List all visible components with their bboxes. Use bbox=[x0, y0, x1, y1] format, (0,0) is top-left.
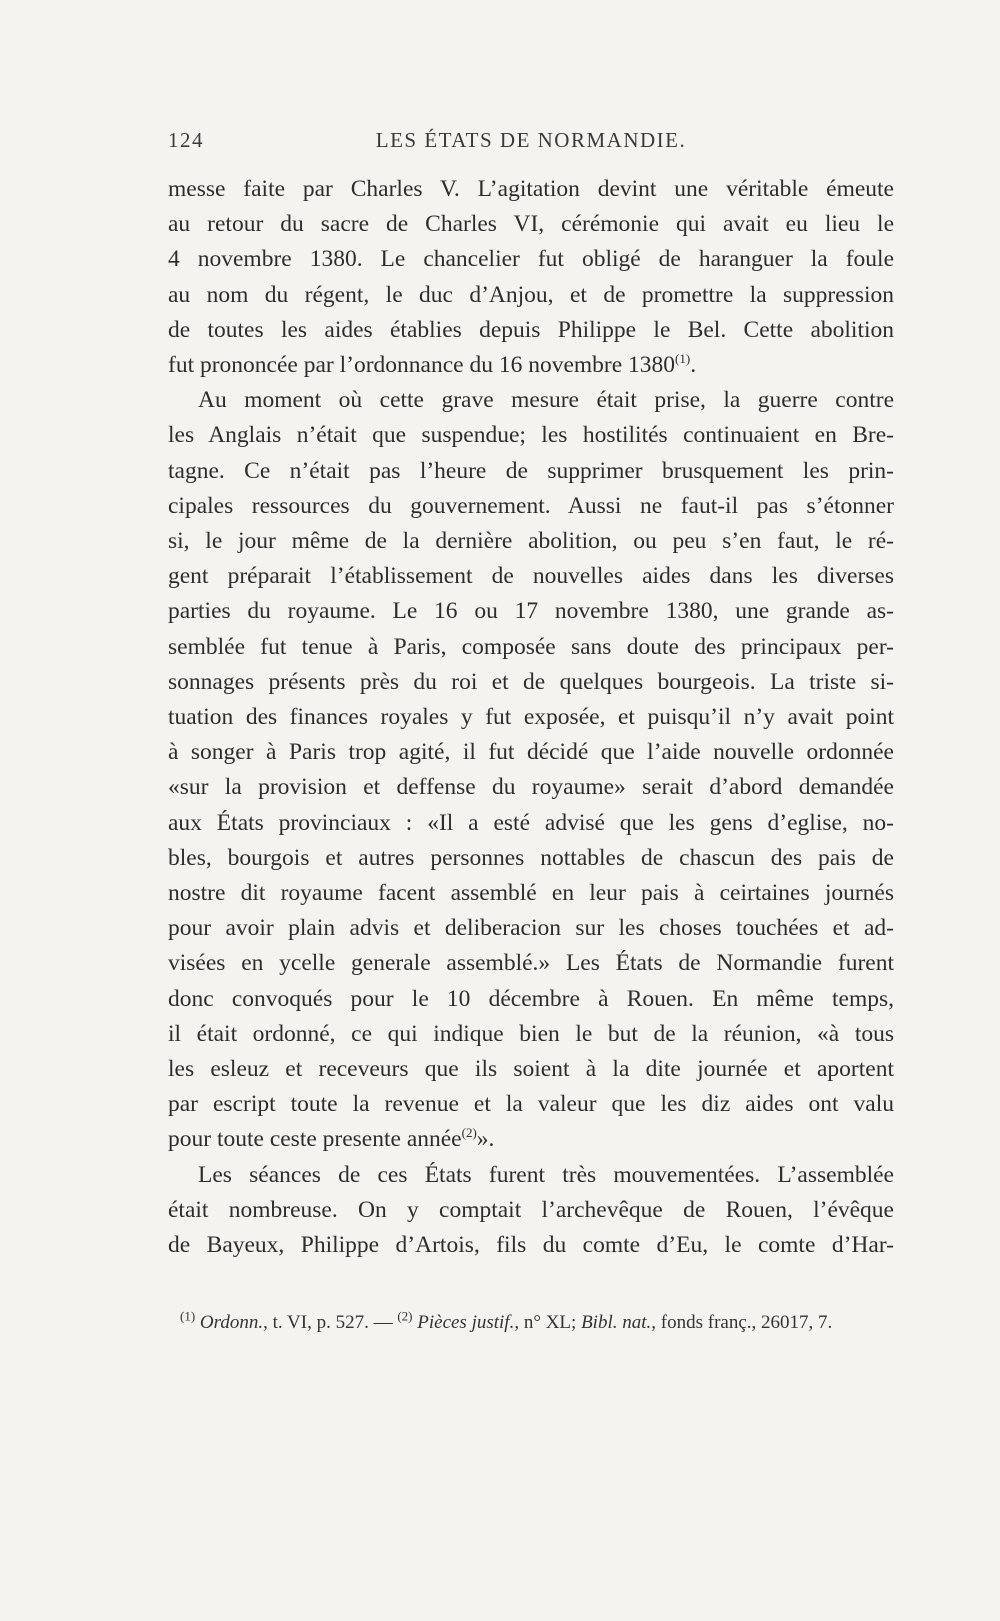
text-line bbox=[168, 348, 894, 383]
footnote-mark-2: (2) bbox=[397, 1308, 413, 1324]
running-head bbox=[168, 128, 894, 158]
text-line: sonnages présents près du roi et de quelques bourgeois. La triste si- bbox=[168, 668, 894, 695]
text-fragment: pour toute ceste presente année bbox=[168, 1126, 462, 1153]
footnote-mark-1: (1) bbox=[180, 1308, 196, 1324]
footnote-source-1: Ordonn. bbox=[199, 1312, 264, 1333]
text-line: les esleuz et receveurs que ils soient à la dite journée et aportent bbox=[168, 1056, 894, 1083]
body-text bbox=[168, 172, 894, 1263]
text-line: donc convoqués pour le 10 décembre à Rouen. En même temps, bbox=[168, 985, 894, 1012]
text-line: de Bayeux, Philippe d’Artois, fils du comte d’Eu, le comte d’Har- bbox=[168, 1232, 894, 1259]
text-line: visées en ycelle generale assemblé.» Les États de Normandie furent bbox=[168, 950, 894, 977]
text-line: aux États provinciaux : «Il a esté advisé que les gens d’eglise, no- bbox=[168, 809, 894, 836]
text-line: 4 novembre 1380. Le chancelier fut obligé de haranguer la foule bbox=[168, 246, 894, 273]
text-fragment: ». bbox=[476, 1126, 495, 1153]
text-line: Les séances de ces États furent très mouvementées. L’assemblée bbox=[198, 1161, 894, 1188]
text-line: parties du royaume. Le 16 ou 17 novembre 1380, une grande as- bbox=[168, 598, 894, 625]
paragraph-1 bbox=[168, 172, 894, 383]
text-line bbox=[168, 1122, 894, 1157]
text-line: semblée fut tenue à Paris, composée sans doute des principaux per- bbox=[168, 633, 894, 660]
text-line: «sur la provision et deffense du royaume» serait d’abord demandée bbox=[168, 774, 894, 801]
text-line: gent préparait l’établissement de nouvelles aides dans les diverses bbox=[168, 563, 894, 590]
paragraph-2 bbox=[168, 383, 894, 1157]
text-line: il était ordonné, ce qui indique bien le but de la réunion, «à tous bbox=[168, 1020, 894, 1047]
footnote-ref-text-1: , t. VI, p. 527. — bbox=[263, 1312, 398, 1333]
text-line: cipales ressources du gouvernement. Aussi ne faut-il pas s’étonner bbox=[168, 492, 894, 519]
text-line: pour avoir plain advis et deliberacion sur les choses touchées et ad- bbox=[168, 915, 894, 942]
text-line: était nombreuse. On y comptait l’archevêque de Rouen, l’évêque bbox=[168, 1196, 894, 1223]
text-line: Au moment où cette grave mesure était prise, la guerre contre bbox=[198, 387, 894, 414]
running-title: LES ÉTATS DE NORMANDIE. bbox=[375, 128, 687, 152]
text-line: les Anglais n’était que suspendue; les hostilités continuaient en Bre- bbox=[168, 422, 894, 449]
footnote-ref-1: (1) bbox=[675, 351, 691, 367]
text-line: si, le jour même de la dernière abolition, ou peu s’en faut, le ré- bbox=[168, 528, 894, 555]
footnote-ref-text-2: , n° XL; bbox=[514, 1312, 582, 1333]
text-line: messe faite par Charles V. L’agitation devint une véritable émeute bbox=[168, 176, 894, 202]
footnote-library: Bibl. nat. bbox=[581, 1312, 652, 1333]
text-line: tagne. Ce n’était pas l’heure de supprimer brusquement les prin- bbox=[168, 457, 894, 484]
text-line: au nom du régent, le duc d’Anjou, et de promettre la suppression bbox=[168, 281, 894, 308]
footnote-ref-2: (2) bbox=[461, 1125, 477, 1141]
text-fragment: . bbox=[690, 352, 697, 379]
text-line: par escript toute la revenue et la valeur que les diz aides ont valu bbox=[168, 1091, 894, 1118]
page-number: 124 bbox=[168, 128, 204, 152]
text-line: tuation des finances royales y fut exposée, et puisqu’il n’y avait point bbox=[168, 704, 894, 731]
text-line: nostre dit royaume facent assemblé en leur pais à ceirtaines journés bbox=[168, 880, 894, 907]
text-line: au retour du sacre de Charles VI, cérémonie qui avait eu lieu le bbox=[168, 211, 894, 238]
text-fragment: fut prononcée par l’ordonnance du 16 novembre 1380 bbox=[168, 352, 676, 379]
footnote-fonds: , fonds franç., 26017, 7. bbox=[651, 1312, 833, 1333]
footnote-source-2: Pièces justif. bbox=[417, 1312, 515, 1333]
paragraph-3 bbox=[168, 1158, 894, 1264]
footnotes bbox=[180, 1310, 894, 1336]
text-line: à songer à Paris trop agité, il fut décidé que l’aide nouvelle ordonnée bbox=[168, 739, 894, 766]
text-line: de toutes les aides établies depuis Philippe le Bel. Cette abolition bbox=[168, 316, 894, 343]
text-line: bles, bourgois et autres personnes nottables de chascun des pais de bbox=[168, 844, 894, 871]
